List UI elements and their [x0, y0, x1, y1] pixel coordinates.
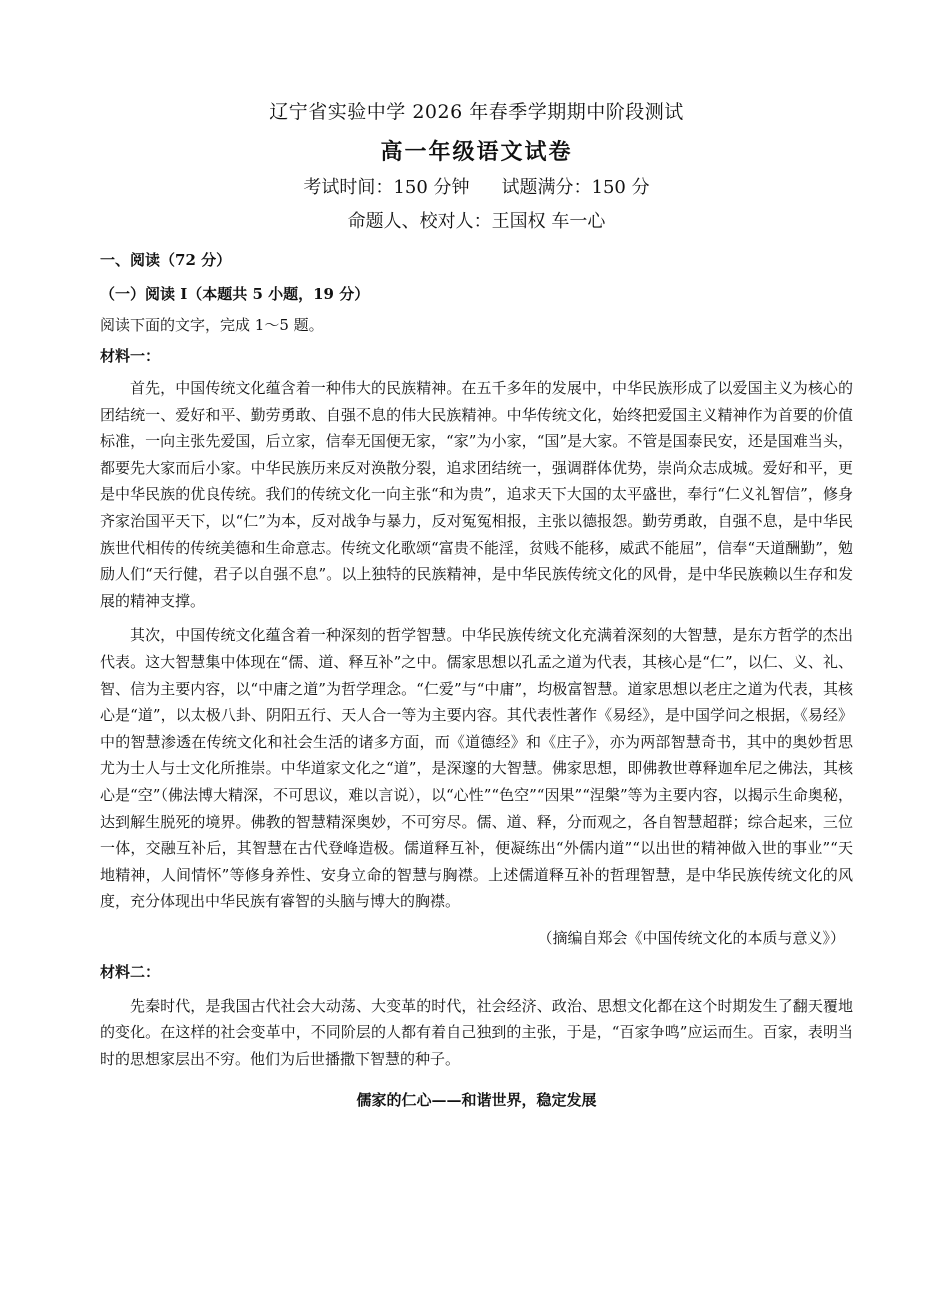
exam-title: 高一年级语文试卷	[380, 139, 573, 165]
material-two-label: 材料二：	[100, 962, 161, 981]
exam-authors: 命题人、校对人：王国权 车一心	[347, 211, 606, 232]
material-one-label: 材料一：	[100, 347, 161, 365]
paragraph-spacer	[100, 614, 853, 622]
exam-meta	[100, 171, 853, 205]
material-two-paragraph: 先秦时代，是我国古代社会大动荡、大变革的时代，社会经济、政治、思想文化都在这个时期发生了翻天覆地的变化。在这样的社会变革中，不同阶层的人都有着自己独到的主张，于是，“百家争鸣”应运而生。百家，表明当时的思想家层出不穷。他们为后世播撒下智慧的种子。	[100, 996, 853, 1069]
section-heading: 一、阅读（72 分）	[100, 251, 232, 269]
reading-instruction: 阅读下面的文字，完成 1～5 题。	[100, 316, 324, 334]
material-one-source: （摘编自郑会《中国传统文化的本质与意义》）	[537, 928, 845, 947]
material-one-paragraph: 其次，中国传统文化蕴含着一种深刻的哲学智慧。中华民族传统文化充满着深刻的大智慧，是东方哲学的杰出代表。这大智慧集中体现在“儒、道、释互补”之中。儒家思想以孔孟之道为代表，其核心是“仁”，以仁、义、礼、智、信为主要内容，以“中庸之道”为哲学理念。“仁爱”与“中庸”，均极富智慧。道家思想以老庄之道为代表，其核心是“道”，以太极八卦、阴阳五行、天人合一等为主要内容。其代表性著作《易经》，是中国学问之根据，《易经》中的智慧渗透在传统文化和社会生活的诸多方面，而《道德经》和《庄子》，亦为两部智慧奇书，其中的奥妙哲思尤为士人与士文化所推崇。中华道家文化之“道”，是深邃的大智慧。佛家思想，即佛教世尊释迦牟尼之佛法，其核心是“空”（佛法博大精深，不可思议，难以言说），以“心性”“色空”“因果”“涅槃”等为主要内容，以揭示生命奥秘，达到解生脱死的境界。佛教的智慧精深奥妙，不可穷尽。儒、道、释，分而观之，各自智慧超群；综合起来，三位一体，交融互补后，其智慧在古代登峰造极。儒道释互补，便凝练出“外儒内道”“以出世的精神做入世的事业”“天地精神，人间情怀”等修身养性、安身立命的智慧与胸襟。上述儒道释互补的哲理智慧，是中华民族传统文化的风度，充分体现出中华民族有睿智的头脑与博大的胸襟。	[100, 626, 853, 911]
subsection-heading: （一）阅读 I（本题共 5 小题，19 分）	[100, 285, 370, 303]
material-one-paragraph: 首先，中国传统文化蕴含着一种伟大的民族精神。在五千多年的发展中，中华民族形成了以爱国主义为核心的团结统一、爱好和平、勤劳勇敢、自强不息的伟大民族精神。中华传统文化，始终把爱国主义精神作为首要的价值标准，一向主张先爱国，后立家，信奉无国便无家，“家”为小家，“国”是大家。不管是国泰民安，还是国难当头，都要先大家而后小家。中华民族历来反对涣散分裂，追求团结统一，强调群体优势，崇尚众志成城。爱好和平，更是中华民族的优良传统。我们的传统文化一向主张“和为贵”，追求天下大国的太平盛世，奉行“仁义礼智信”，修身齐家治国平天下，以“仁”为本，反对战争与暴力，反对冤冤相报，主张以德报怨。勤劳勇敢，自强不息，是中华民族世代相传的传统美德和生命意志。传统文化歌颂“富贵不能淫，贫贱不能移，威武不能屈”，信奉“天道酬勤”，勉励人们“天行健，君子以自强不息”。以上独特的民族精神，是中华民族传统文化的风骨，是中华民族赖以生存和发展的精神支撑。	[100, 379, 853, 610]
material-two-subheading: 儒家的仁心——和谐世界，稳定发展	[356, 1090, 597, 1109]
exam-time: 考试时间：150 分钟	[303, 177, 470, 198]
school-title: 辽宁省实验中学 2026 年春季学期期中阶段测试	[269, 101, 684, 123]
exam-full-score: 试题满分：150 分	[501, 177, 650, 198]
